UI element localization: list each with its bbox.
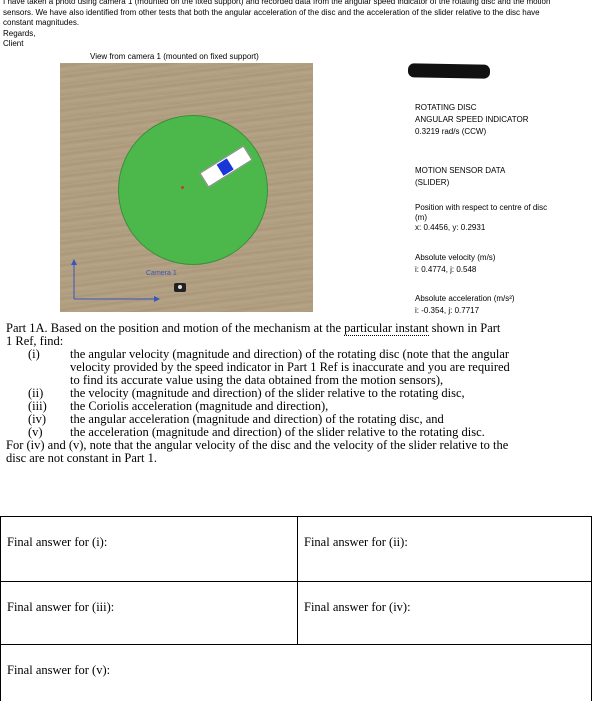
problem-statement xyxy=(6,322,590,465)
answer-cell-i[interactable] xyxy=(1,517,298,582)
item-line: the velocity (magnitude and direction) of the slider relative to the rotating disc, xyxy=(70,386,465,400)
item-number: (i) xyxy=(28,347,40,361)
indicator-value: 0.3219 rad/s (CCW) xyxy=(415,127,487,136)
axes-icon xyxy=(70,259,160,304)
velocity-label: Absolute velocity (m/s) xyxy=(415,253,496,262)
item-text xyxy=(70,348,590,387)
photo-caption: View from camera 1 (mounted on fixed support) xyxy=(90,52,259,61)
motion-subtitle: (SLIDER) xyxy=(415,178,450,187)
lead-underlined: particular instant xyxy=(344,321,429,335)
lead-text: shown in Part xyxy=(431,321,501,335)
item-line: the angular velocity (magnitude and direction) of the rotating disc (note that the angular xyxy=(70,347,510,361)
answer-cell-iii[interactable] xyxy=(1,582,298,645)
problem-lead-2: 1 Ref, find: xyxy=(6,334,64,348)
lead-text: Part 1A. Based on the position and motion of the mechanism at the xyxy=(6,321,342,335)
item-line: the angular acceleration (magnitude and direction) of the rotating disc, and xyxy=(70,412,444,426)
answer-label: Final answer for (iv): xyxy=(304,600,411,614)
intro-line: I have taken a photo using camera 1 (mounted on the fixed support) and recorded data from the angular speed indicator of the rotating disc and the motion xyxy=(3,0,551,6)
item-line: velocity provided by the speed indicator in Part 1 Ref is inaccurate and you are required xyxy=(70,360,510,374)
acceleration-value: i: -0.354, j: 0.7717 xyxy=(415,306,480,315)
item-line: the acceleration (magnitude and direction) of the slider relative to the rotating disc. xyxy=(70,425,485,439)
item-number: (ii) xyxy=(28,386,44,400)
camera-icon xyxy=(174,283,186,292)
disc-centre-marker xyxy=(181,186,184,189)
acceleration-label: Absolute acceleration (m/s²) xyxy=(415,294,515,303)
camera-photo xyxy=(60,63,313,312)
indicator-title: ROTATING DISC xyxy=(415,103,477,112)
answer-label: Final answer for (iii): xyxy=(7,600,115,614)
redaction-bar xyxy=(408,63,490,78)
problem-note-2: disc are not constant in Part 1. xyxy=(6,451,158,465)
intro-line: Client xyxy=(3,39,24,48)
rotating-disc xyxy=(118,115,268,265)
answer-cell-ii[interactable] xyxy=(298,517,592,582)
item-number: (v) xyxy=(28,425,43,439)
indicator-subtitle: ANGULAR SPEED INDICATOR xyxy=(415,115,529,124)
item-line: the Coriolis acceleration (magnitude and direction), xyxy=(70,399,329,413)
answer-table xyxy=(0,516,592,701)
answer-label: Final answer for (i): xyxy=(7,535,108,549)
question-item xyxy=(6,348,590,387)
answer-cell-iv[interactable] xyxy=(298,582,592,645)
intro-line: constant magnitudes. xyxy=(3,18,80,27)
position-unit: (m) xyxy=(415,213,427,222)
slider-block xyxy=(217,158,234,175)
item-line: to find its accurate value using the data obtained from the motion sensors), xyxy=(70,373,444,387)
intro-text xyxy=(3,0,599,50)
answer-cell-v[interactable] xyxy=(1,645,592,701)
position-value: x: 0.4456, y: 0.2931 xyxy=(415,223,486,232)
camera-label: Camera 1 xyxy=(146,270,177,277)
intro-line: sensors. We have also identified from other tests that both the angular acceleration of the disc and the acceleration of the slider relative to the disc have xyxy=(3,7,540,17)
velocity-value: i: 0.4774, j: 0.548 xyxy=(415,265,477,274)
position-label: Position with respect to centre of disc xyxy=(415,203,548,212)
problem-note: For (iv) and (v), note that the angular velocity of the disc and the velocity of the slider relative to the xyxy=(6,438,509,452)
problem-lead xyxy=(6,322,590,335)
intro-line: Regards, xyxy=(3,28,36,38)
motion-title: MOTION SENSOR DATA xyxy=(415,166,506,175)
item-number: (iii) xyxy=(28,399,47,413)
answer-label: Final answer for (v): xyxy=(7,663,111,677)
answer-label: Final answer for (ii): xyxy=(304,535,408,549)
item-number: (iv) xyxy=(28,412,47,426)
